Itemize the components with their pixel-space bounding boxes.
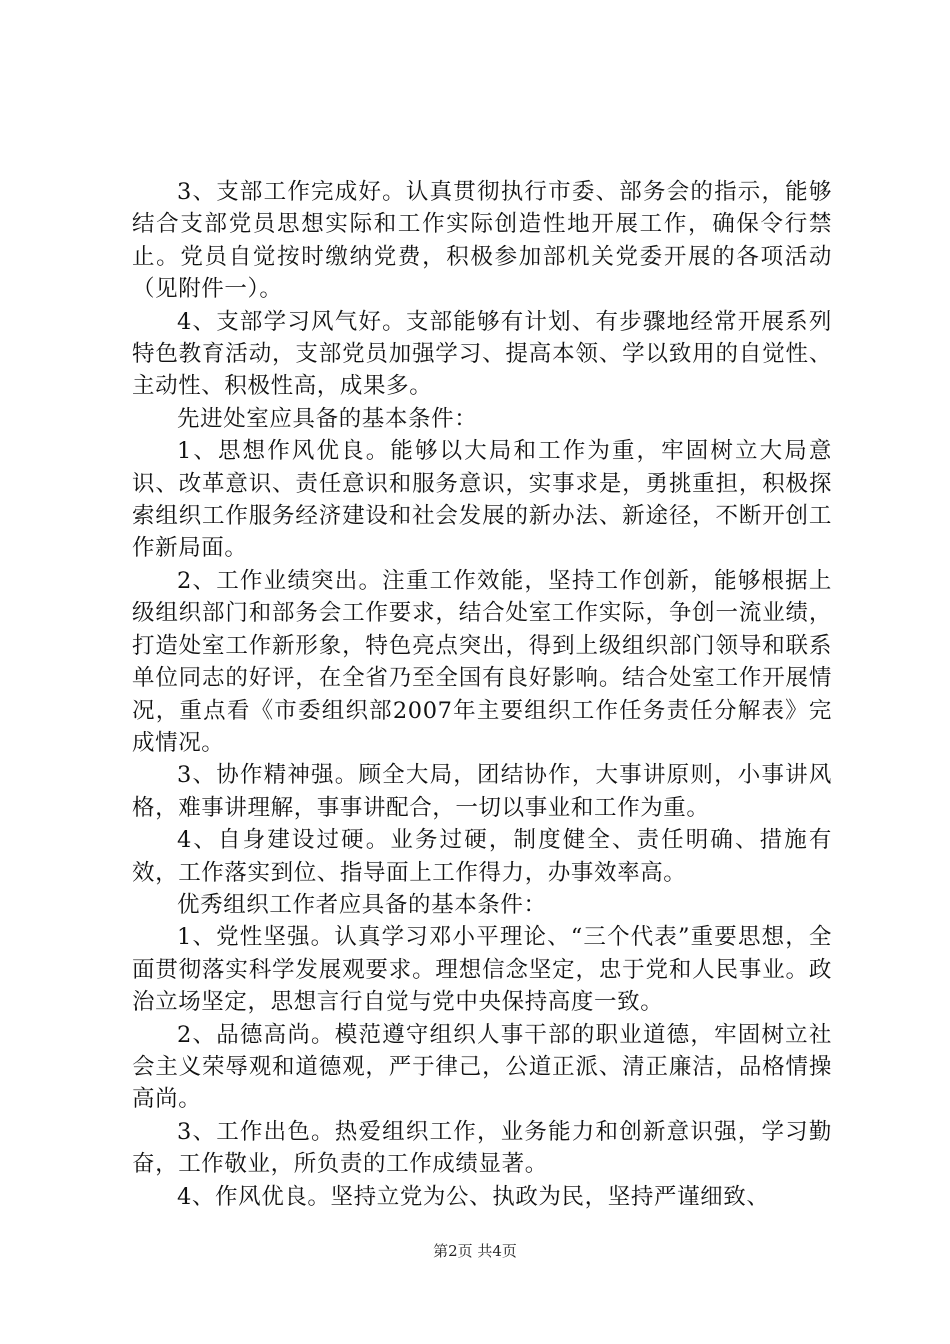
document-body <box>132 176 832 1213</box>
paragraph: 3、协作精神强。顾全大局，团结协作，大事讲原则，小事讲风格，难事讲理解，事事讲配合，一切以事业和工作为重。 <box>132 762 832 821</box>
page-footer: 第2页 共4页 <box>433 1242 517 1260</box>
paragraph: 3、支部工作完成好。认真贯彻执行市委、部务会的指示，能够结合支部党员思想实际和工作实际创造性地开展工作，确保令行禁止。党员自觉按时缴纳党费，积极参加部机关党委开展的各项活动（见附件一）。 <box>132 179 832 303</box>
section-heading: 优秀组织工作者应具备的基本条件： <box>177 891 547 918</box>
paragraph: 1、党性坚强。认真学习邓小平理论、“三个代表”重要思想，全面贯彻落实科学发展观要求。理想信念坚定，忠于党和人民事业。政治立场坚定，思想言行自觉与党中央保持高度一致。 <box>132 924 832 1016</box>
paragraph: 2、工作业绩突出。注重工作效能，坚持工作创新，能够根据上级组织部门和部务会工作要求，结合处室工作实际，争创一流业绩，打造处室工作新形象，特色亮点突出，得到上级组织部门领导和联系单位同志的好评，在全省乃至全国有良好影响。结合处室工作开展情况，重点看《市委组织部2007年主要组织工作任务责任分解表》完成情况。 <box>132 567 832 756</box>
section-heading: 先进处室应具备的基本条件： <box>177 405 478 432</box>
paragraph: 2、品德高尚。模范遵守组织人事干部的职业道德，牢固树立社会主义荣辱观和道德观，严于律己，公道正派、清正廉洁，品格情操高尚。 <box>132 1021 832 1113</box>
paragraph: 3、工作出色。热爱组织工作，业务能力和创新意识强，学习勤奋，工作敬业，所负责的工作成绩显著。 <box>132 1118 832 1178</box>
paragraph: 1、思想作风优良。能够以大局和工作为重，牢固树立大局意识、改革意识、责任意识和服务意识，实事求是，勇挑重担，积极探索组织工作服务经济建设和社会发展的新办法、新途径，不断开创工作新局面。 <box>132 438 832 562</box>
paragraph: 4、作风优良。坚持立党为公、执政为民，坚持严谨细致、 <box>177 1183 770 1210</box>
paragraph: 4、支部学习风气好。支部能够有计划、有步骤地经常开展系列特色教育活动，支部党员加强学习、提高本领、学以致用的自觉性、主动性、积极性高，成果多。 <box>132 308 832 400</box>
paragraph: 4、自身建设过硬。业务过硬，制度健全、责任明确、措施有效，工作落实到位、指导面上工作得力，办事效率高。 <box>132 827 832 886</box>
